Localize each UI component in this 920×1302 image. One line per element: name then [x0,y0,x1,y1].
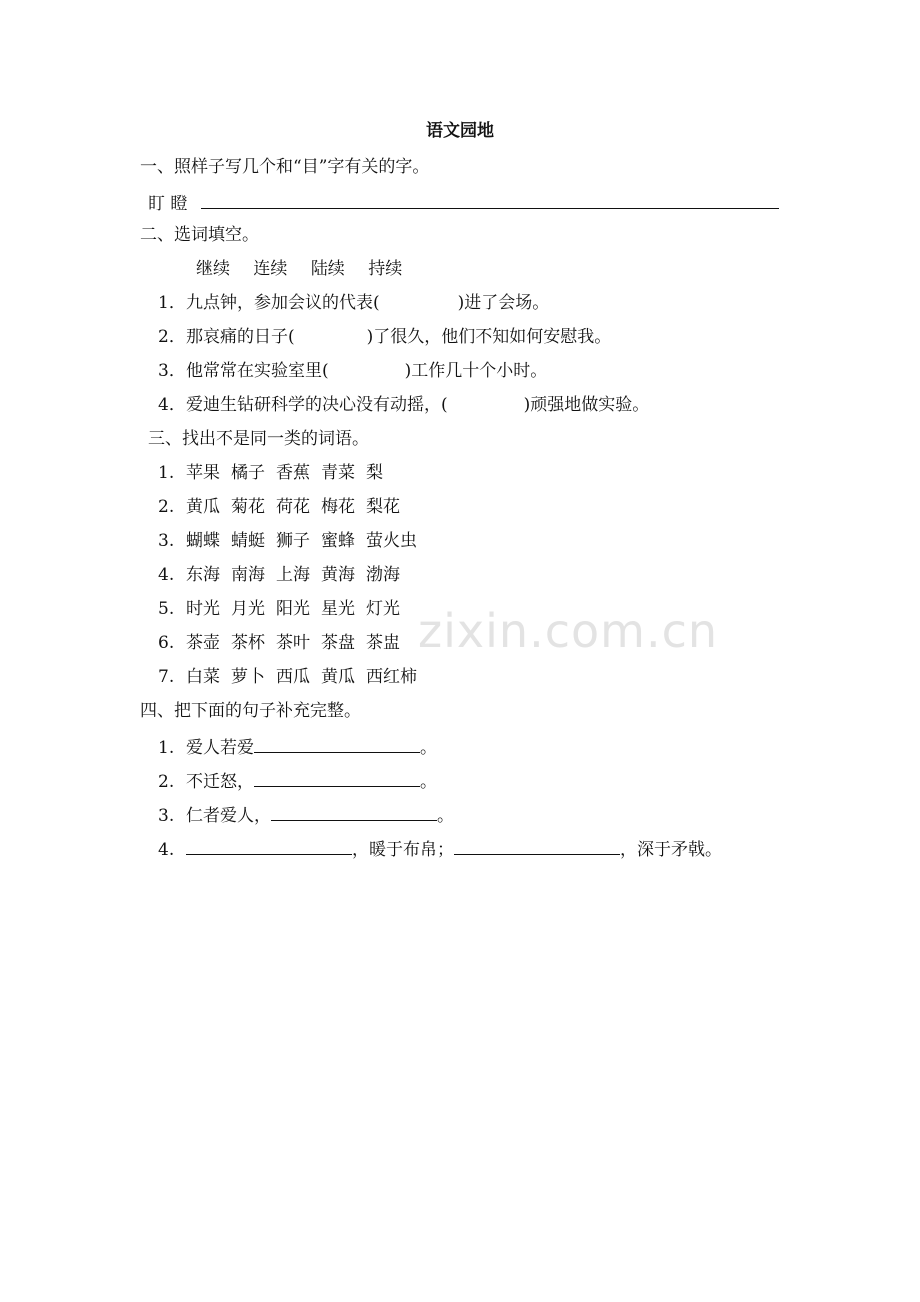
word[interactable]: 灯光 [366,599,400,619]
section2-item [158,292,549,314]
section1-answer-line[interactable] [201,190,779,209]
word[interactable]: 茶盘 [321,633,355,653]
watermark: zixin.com.cn [418,604,719,658]
option-word: 连续 [253,259,288,279]
item-number: 2． [158,327,186,347]
word[interactable]: 香蕉 [276,463,310,483]
word[interactable]: 西瓜 [276,667,310,687]
page-title: 语文园地 [426,121,494,141]
item-text-after: )工作几十个小时。 [404,361,548,381]
word[interactable]: 梅花 [321,497,355,517]
word[interactable]: 萤火虫 [366,531,417,551]
word[interactable]: 蜻蜓 [231,531,265,551]
item-number: 3． [158,361,186,381]
word[interactable]: 茶叶 [276,633,310,653]
section2-item [158,360,547,382]
item-text-before: 那哀痛的日子( [186,327,295,347]
section3-item [158,462,394,484]
section2-item [158,326,611,348]
section4-item [158,734,437,759]
item-text-after: )顽强地做实验。 [523,395,650,415]
item-number: 4． [158,395,186,415]
answer-line[interactable] [271,802,437,821]
item-text-before: 爱人若爱 [186,738,254,758]
section4-item [158,836,722,861]
item-number: 5. [158,599,175,619]
answer-line[interactable] [254,734,420,753]
section2-item [158,394,649,416]
section3-item [158,530,428,552]
word[interactable]: 菊花 [231,497,265,517]
section3-item [158,632,411,654]
word[interactable]: 星光 [321,599,355,619]
option-word: 持续 [368,259,403,279]
item-text-after: )了很久，他们不知如何安慰我。 [366,327,612,347]
item-number: 1. [158,463,175,483]
section1-examples: 盯 瞪 [148,194,188,214]
word[interactable]: 阳光 [276,599,310,619]
section3-item [158,666,428,688]
section3-heading: 三、找出不是同一类的词语。 [148,429,369,449]
answer-line[interactable] [186,836,352,855]
word[interactable]: 茶杯 [231,633,265,653]
item-number: 7. [158,667,175,687]
item-text-mid: ，暖于布帛； [352,840,454,860]
item-number: 4. [158,840,175,860]
item-text-after: 。 [437,806,454,826]
item-text-before: 爱迪生钻研科学的决心没有动摇，( [186,395,448,415]
item-number: 3. [158,531,175,551]
word[interactable]: 梨 [366,463,383,483]
section4-heading: 四、把下面的句子补充完整。 [140,701,361,721]
section2-options [196,258,420,280]
word[interactable]: 茶盅 [366,633,400,653]
item-text-before: 九点钟，参加会议的代表( [186,293,380,313]
answer-line[interactable] [254,768,420,787]
word[interactable]: 黄瓜 [321,667,355,687]
answer-line[interactable] [454,836,620,855]
item-number: 3. [158,806,175,826]
word[interactable]: 梨花 [366,497,400,517]
item-number: 1． [158,293,186,313]
word[interactable]: 东海 [186,565,220,585]
item-text-before: 仁者爱人， [186,806,271,826]
section4-item [158,768,437,793]
word[interactable]: 蜜蜂 [321,531,355,551]
section3-item [158,496,411,518]
item-number: 1. [158,738,175,758]
word[interactable]: 苹果 [186,463,220,483]
word[interactable]: 南海 [231,565,265,585]
word[interactable]: 上海 [276,565,310,585]
item-text-before: 他常常在实验室里( [186,361,329,381]
word[interactable]: 白菜 [186,667,220,687]
item-text-after: )进了会场。 [457,293,550,313]
word[interactable]: 狮子 [276,531,310,551]
section1-example-row [148,190,779,215]
section2-heading: 二、选词填空。 [140,225,259,245]
item-number: 2. [158,497,175,517]
option-word: 陆续 [310,259,345,279]
word[interactable]: 橘子 [231,463,265,483]
item-number: 4. [158,565,175,585]
word[interactable]: 西红柿 [366,667,417,687]
item-number: 2. [158,772,175,792]
word[interactable]: 萝卜 [231,667,265,687]
section3-item [158,598,411,620]
word[interactable]: 荷花 [276,497,310,517]
section4-item [158,802,454,827]
section3-item [158,564,411,586]
item-text-after: 。 [420,738,437,758]
word[interactable]: 月光 [231,599,265,619]
word[interactable]: 青菜 [321,463,355,483]
word[interactable]: 蝴蝶 [186,531,220,551]
item-text-after: 。 [420,772,437,792]
word[interactable]: 时光 [186,599,220,619]
item-text-after: ，深于矛戟。 [620,840,722,860]
word[interactable]: 渤海 [366,565,400,585]
option-word: 继续 [196,259,230,279]
word[interactable]: 黄瓜 [186,497,220,517]
word[interactable]: 黄海 [321,565,355,585]
item-number: 6. [158,633,175,653]
word[interactable]: 茶壶 [186,633,220,653]
section1-heading: 一、照样子写几个和“目”字有关的字。 [140,157,430,177]
item-text-before: 不迁怒， [186,772,254,792]
